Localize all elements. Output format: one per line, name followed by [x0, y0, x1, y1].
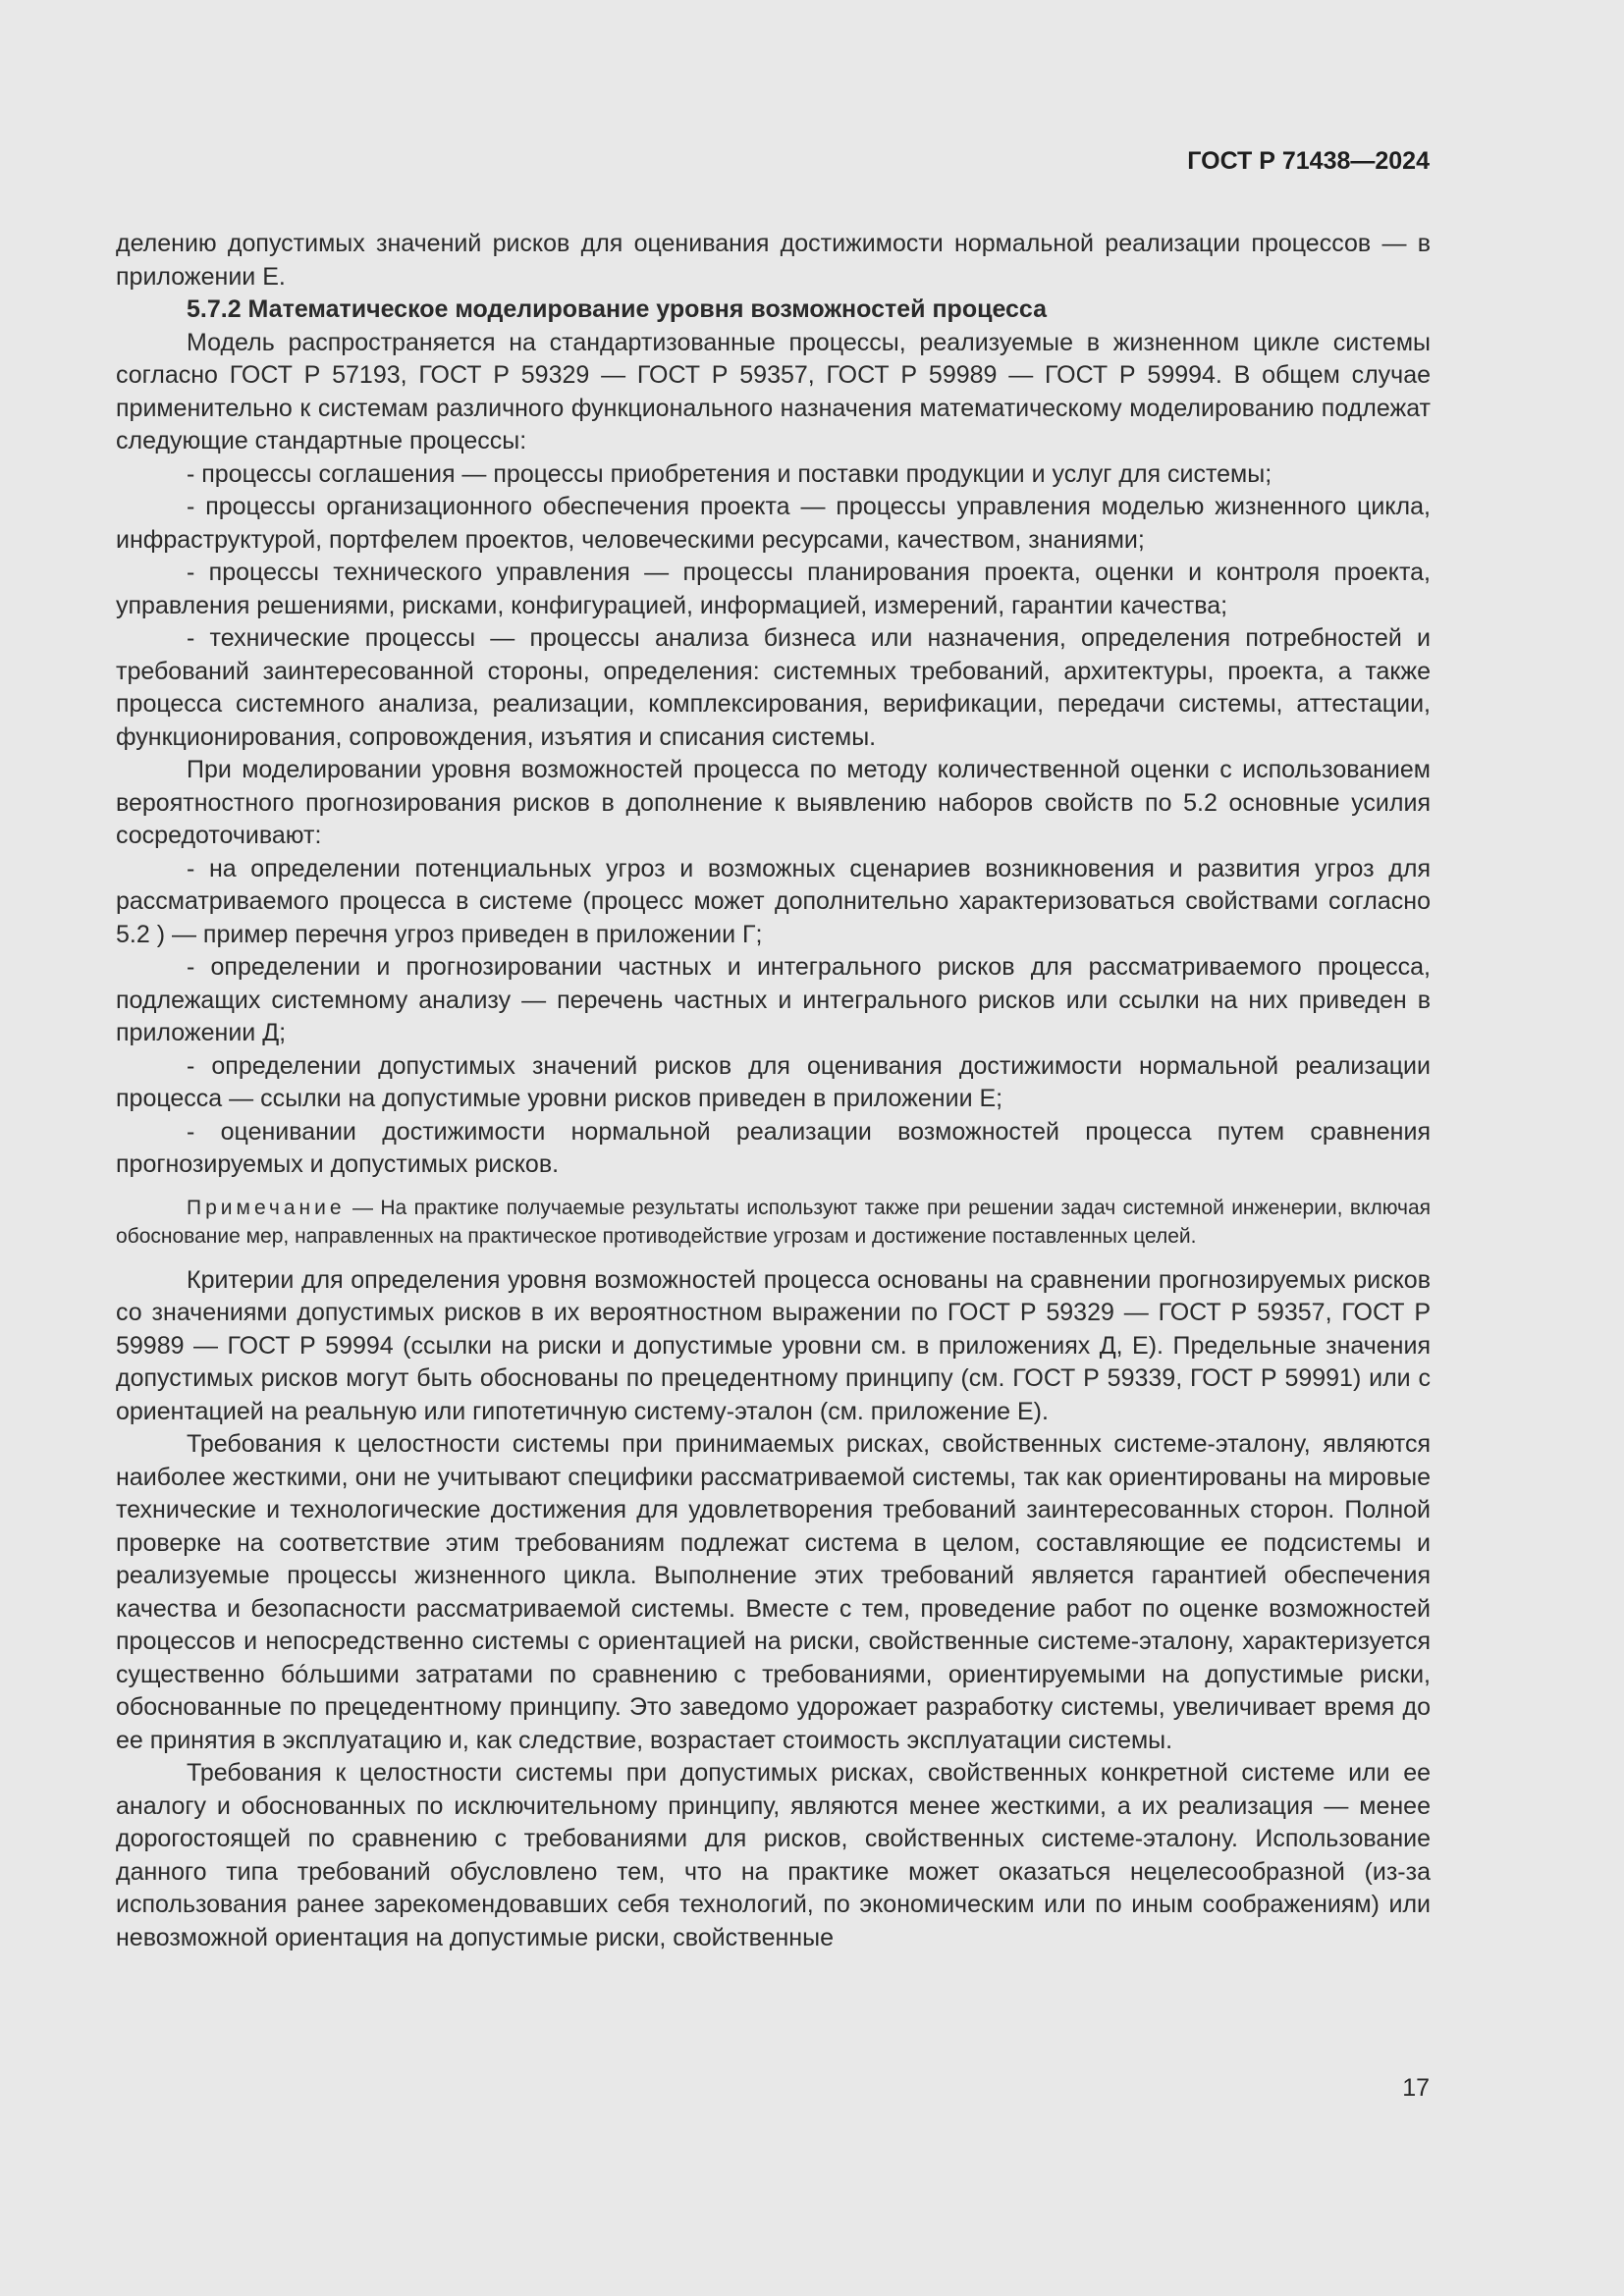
list-item: - определении и прогнозировании частных и интегрального рисков для рассматриваемого процесса, подлежащих системному анализу — перечень частных и интегрального рисков или ссылки на них приведен в приложении Д;: [116, 953, 1431, 1046]
document-id: ГОСТ Р 71438—2024: [1187, 147, 1430, 175]
paragraph: Требования к целостности системы при принимаемых рисках, свойственных системе-эталону, являются наиболее жесткими, они не учитывают специфики рассматриваемой системы, так как ориентированы на мировые технические и технологические достижения для удовлетворения требований заинтересованных сторон. Полной проверке на соответствие этим требованиям подлежат система в целом, составляющие ее подсистемы и реализуемые процессы жизненного цикла. Выполнение этих требований является гарантией обеспечения качества и безопасности рассматриваемой системы. Вместе с тем, проведение работ по оценке возможностей процессов и непосредственно системы с ориентацией на риски, свойственные системе-эталону, характеризуется существенно бóльшими затратами по сравнению с требованиями, ориентируемыми на допустимые риски, обоснованные по прецедентному принципу. Это заведомо удорожает разработку системы, увеличивает время до ее принятия в эксплуатацию и, как следствие, возрастает стоимость эксплуатации системы.: [116, 1430, 1431, 1754]
page-number: 17: [1402, 2074, 1430, 2102]
paragraph: Требования к целостности системы при допустимых рисках, свойственных конкретной системе или ее аналогу и обоснованных по исключительному принципу, являются менее жесткими, а их реализация — менее дорогостоящей по сравнению с требованиями для рисков, свойственных системе-эталону. Использование данного типа требований обусловлено тем, что на практике может оказаться нецелесообразной (из-за использования ранее зарекомендовавших себя технологий, по экономическим или по иным соображениям) или невозможной ориентация на допустимые риски, свойственные: [116, 1759, 1431, 1951]
list-item: - определении допустимых значений рисков для оценивания достижимости нормальной реализации процесса — ссылки на допустимые уровни рисков приведен в приложении Е;: [116, 1051, 1431, 1112]
list-item: - процессы соглашения — процессы приобретения и поставки продукции и услуг для системы;: [187, 459, 1272, 488]
note-label: Примечание: [187, 1196, 346, 1219]
paragraph: Модель распространяется на стандартизованные процессы, реализуемые в жизненном цикле системы согласно ГОСТ Р 57193, ГОСТ Р 59329 — ГОСТ Р 59357, ГОСТ Р 59989 — ГОСТ Р 59994. В общем случае применительно к системам различного функционального назначения математическому моделированию подлежат следующие стандартные процессы:: [116, 328, 1431, 454]
list-item: - процессы организационного обеспечения проекта — процессы управления моделью жизненного цикла, инфраструктурой, портфелем проектов, человеческими ресурсами, качеством, знаниями;: [116, 493, 1431, 554]
list-item: - на определении потенциальных угроз и возможных сценариев возникновения и развития угроз для рассматриваемого процесса в системе (процесс может дополнительно характеризоваться свойствами согласно 5.2 ) — пример перечня угроз приведен в приложении Г;: [116, 854, 1431, 948]
list-item: - процессы технического управления — процессы планирования проекта, оценки и контроля проекта, управления решениями, рисками, конфигурацией, информацией, измерений, гарантии качества;: [116, 559, 1431, 619]
paragraph: делению допустимых значений рисков для оценивания достижимости нормальной реализации процессов — в приложении Е.: [116, 230, 1431, 291]
list-item: - технические процессы — процессы анализа бизнеса или назначения, определения потребностей и требований заинтересованной стороны, определения: системных требований, архитектуры, проекта, а также процесса системного анализа, реализации, комплексирования, верификации, передачи системы, аттестации, функционирования, сопровождения, изъятия и списания системы.: [116, 624, 1431, 751]
document-body: [116, 228, 1431, 1954]
paragraph: Критерии для определения уровня возможностей процесса основаны на сравнении прогнозируемых рисков со значениями допустимых рисков в их вероятностном выражении по ГОСТ Р 59329 — ГОСТ Р 59357, ГОСТ Р 59989 — ГОСТ Р 59994 (ссылки на риски и допустимые уровни см. в приложениях Д, Е). Предельные значения допустимых рисков могут быть обоснованы по прецедентному принципу (см. ГОСТ Р 59339, ГОСТ Р 59991) или с ориентацией на реальную или гипотетичную систему-эталон (см. приложение Е).: [116, 1265, 1431, 1425]
note: [116, 1194, 1431, 1251]
list-item: - оценивании достижимости нормальной реализации возможностей процесса путем сравнения прогнозируемых и допустимых рисков.: [116, 1117, 1431, 1178]
note-text: — На практике получаемые результаты используют также при решении задач системной инженерии, включая обоснование мер, направленных на практическое противодействие угрозам и достижение поставленных целей.: [116, 1196, 1431, 1248]
section-heading: 5.7.2 Математическое моделирование уровня возможностей процесса: [187, 295, 1048, 323]
paragraph: При моделировании уровня возможностей процесса по методу количественной оценки с использованием вероятностного прогнозирования рисков в дополнение к выявлению наборов свойств по 5.2 основные усилия сосредоточивают:: [116, 756, 1431, 849]
